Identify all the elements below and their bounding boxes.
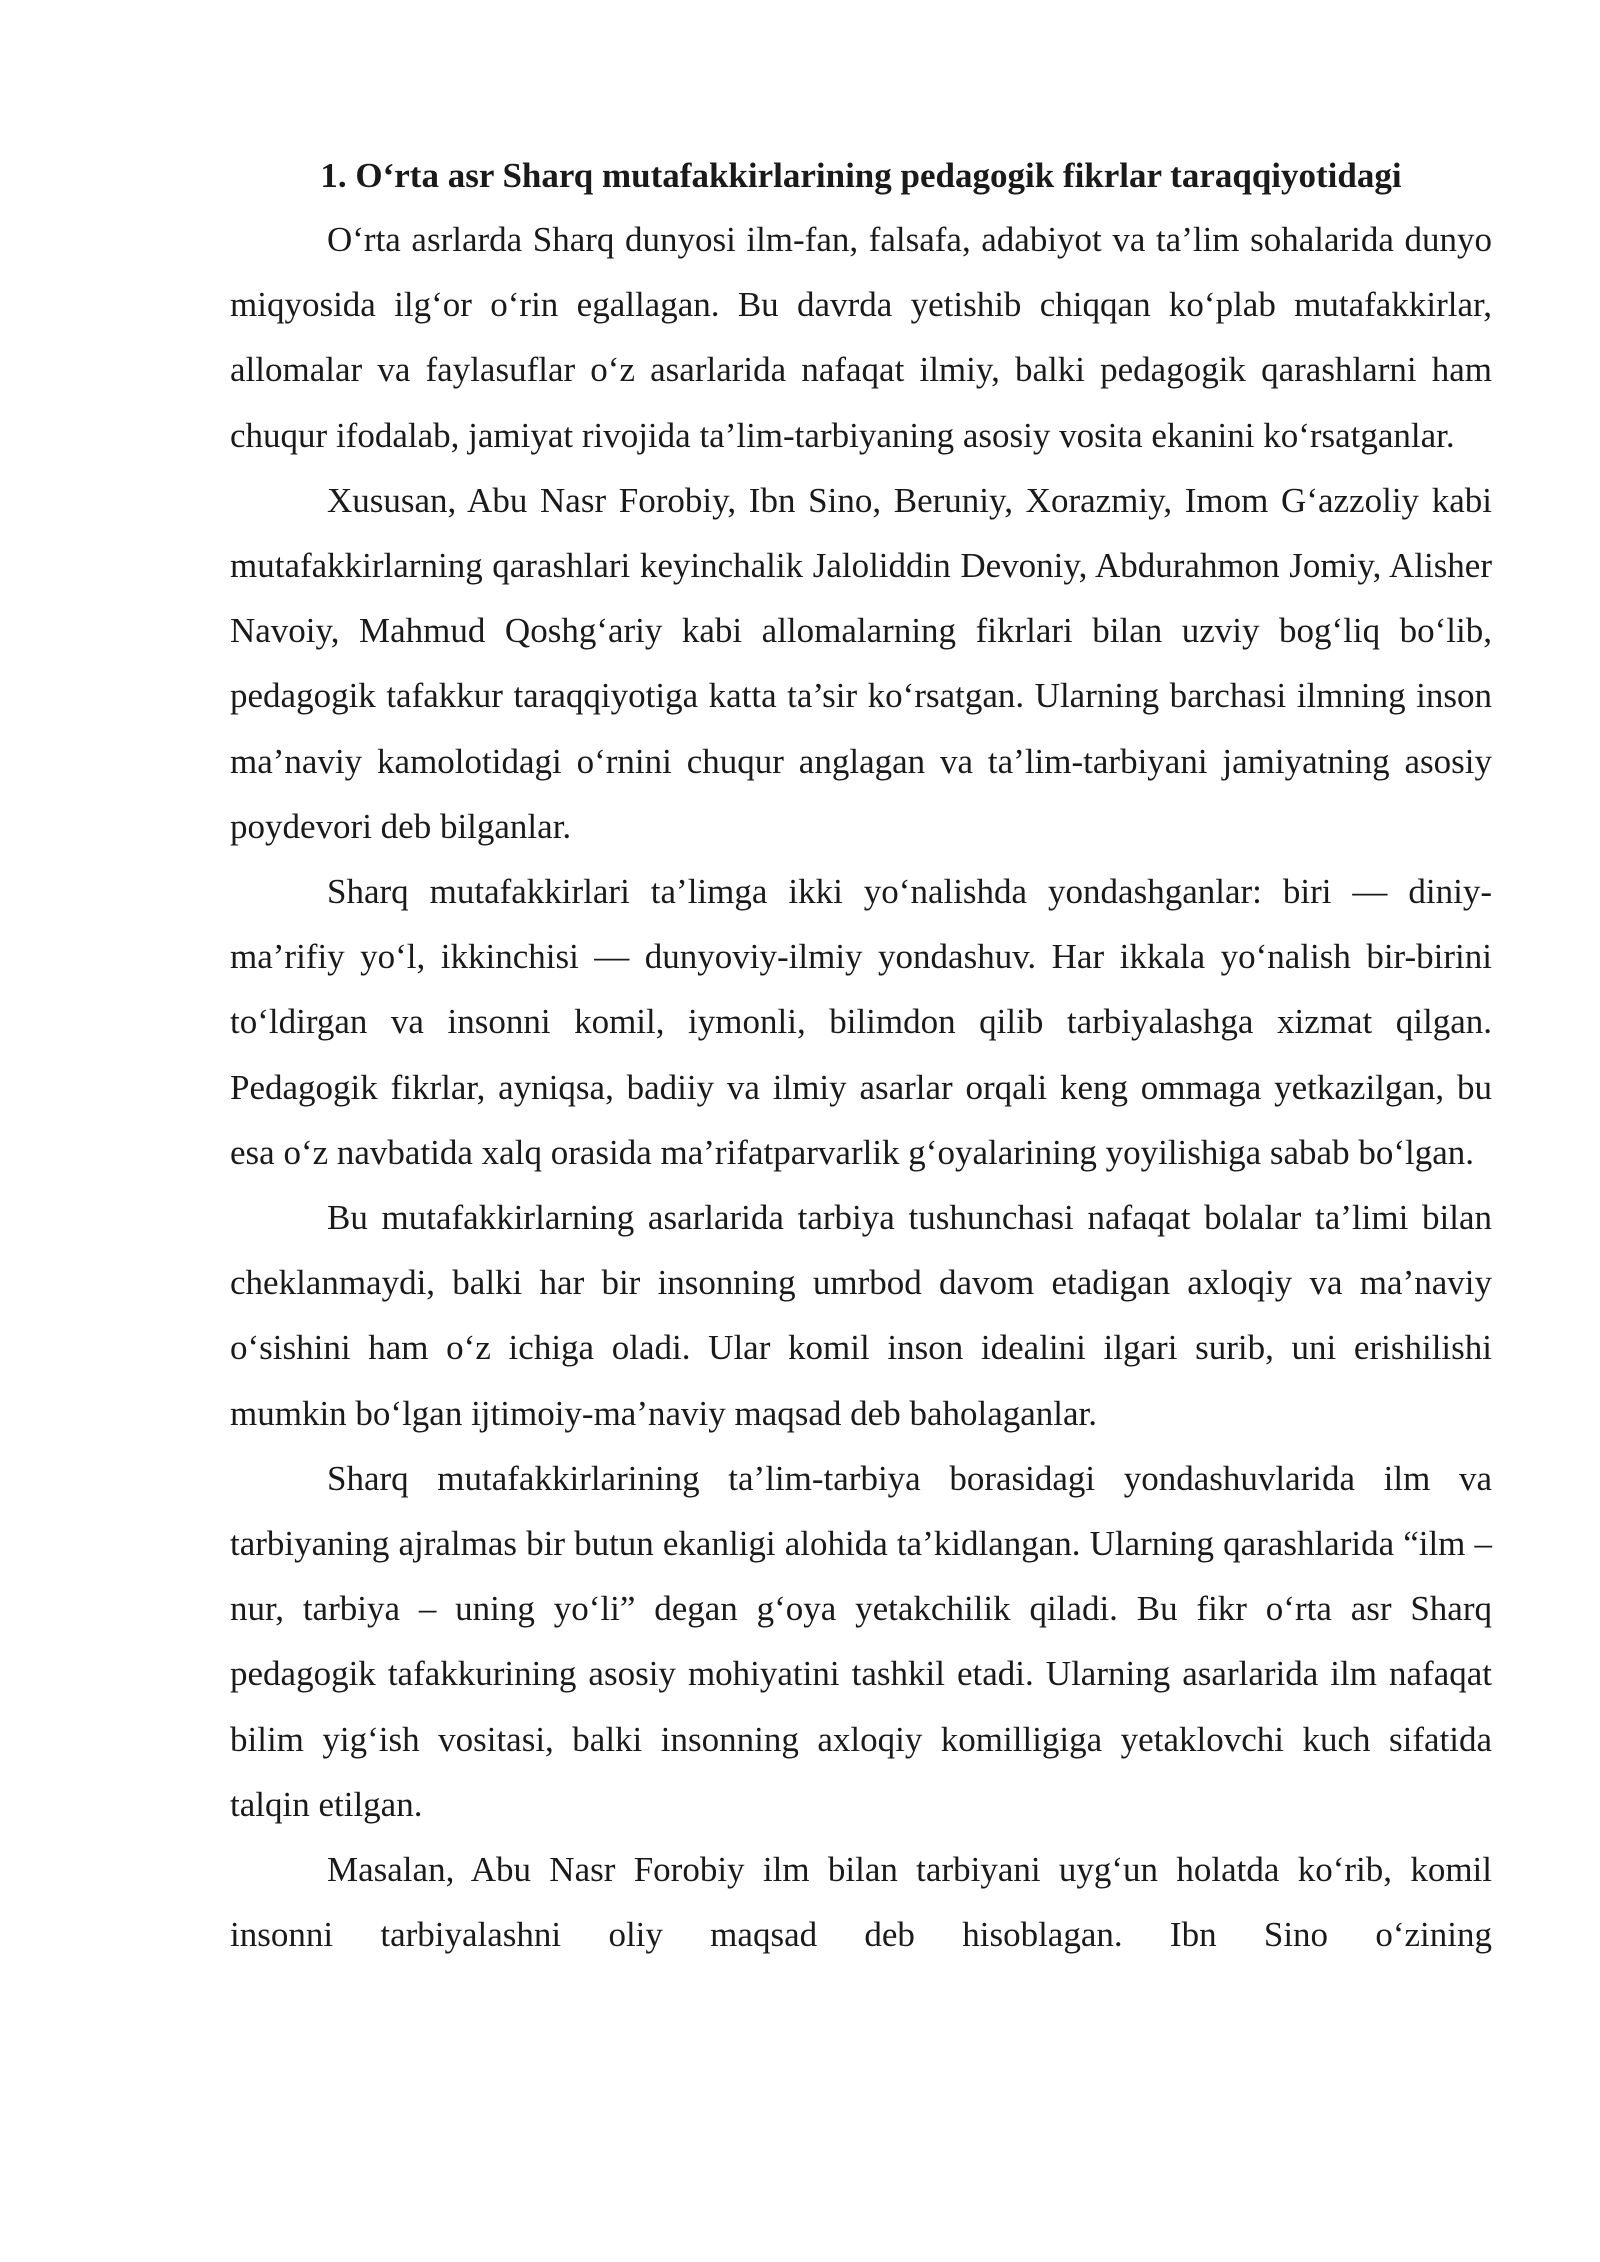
paragraph: O‘rta asrlarda Sharq dunyosi ilm-fan, falsafa, adabiyot va ta’lim sohalarida dunyo miqyosida ilg‘or o‘rin egallagan. Bu davrda yetishib chiqqan ko‘plab mutafakkirlar, allomalar va faylasuflar o‘z asarlarida nafaqat ilmiy, balki pedagogik qarashlarni ham chuqur ifodalab, jamiyat rivojida ta’lim-tarbiyaning asosiy vosita ekanini ko‘rsatganlar. (230, 220, 1492, 455)
section-heading: 1. O‘rta asr Sharq mutafakkirlarining pedagogik fikrlar taraqqiyotidagi (320, 156, 1402, 195)
paragraph: Bu mutafakkirlarning asarlarida tarbiya tushunchasi nafaqat bolalar ta’limi bilan cheklanmaydi, balki har bir insonning umrbod davom etadigan axloqiy va ma’naviy o‘sishini ham o‘z ichiga oladi. Ular komil inson idealini ilgari surib, uni erishilishi mumkin bo‘lgan ijtimoiy-ma’naviy maqsad deb baholaganlar. (230, 1198, 1492, 1433)
document-body (230, 145, 1492, 1967)
paragraph: Sharq mutafakkirlarining ta’lim-tarbiya borasidagi yondashuvlarida ilm va tarbiyaning ajralmas bir butun ekanligi alohida ta’kidlangan. Ularning qarashlarida “ilm – nur, tarbiya – uning yo‘li” degan g‘oya yetakchilik qiladi. Bu fikr o‘rta asr Sharq pedagogik tafakkurining asosiy mohiyatini tashkil etadi. Ularning asarlarida ilm nafaqat bilim yig‘ish vositasi, balki insonning axloqiy komilligiga yetaklovchi kuch sifatida talqin etilgan. (230, 1458, 1492, 1824)
paragraph: Xususan, Abu Nasr Forobiy, Ibn Sino, Beruniy, Xorazmiy, Imom G‘azzoliy kabi mutafakkirlarning qarashlari keyinchalik Jaloliddin Devoniy, Abdurahmon Jomiy, Alisher Navoiy, Mahmud Qoshg‘ariy kabi allomalarning fikrlari bilan uzviy bog‘liq bo‘lib, pedagogik tafakkur taraqqiyotiga katta ta’sir ko‘rsatgan. Ularning barchasi ilmning inson ma’naviy kamolotidagi o‘rnini chuqur anglagan va ta’lim-tarbiyani jamiyatning asosiy poydevori deb bilganlar. (230, 480, 1492, 846)
paragraph: Sharq mutafakkirlari ta’limga ikki yo‘nalishda yondashganlar: biri — diniy-ma’rifiy yo‘l, ikkinchisi — dunyoviy-ilmiy yondashuv. Har ikkala yo‘nalish bir-birini to‘ldirgan va insonni komil, iymonli, bilimdon qilib tarbiyalashga xizmat qilgan. Pedagogik fikrlar, ayniqsa, badiiy va ilmiy asarlar orqali keng ommaga yetkazilgan, bu esa o‘z navbatida xalq orasida ma’rifatparvarlik g‘oyalarining yoyilishiga sabab bo‘lgan. (230, 872, 1492, 1172)
paragraph: Masalan, Abu Nasr Forobiy ilm bilan tarbiyani uyg‘un holatda ko‘rib, komil insonni tarbiyalashni oliy maqsad deb hisoblagan. Ibn Sino o‘zining (230, 1850, 1492, 1955)
